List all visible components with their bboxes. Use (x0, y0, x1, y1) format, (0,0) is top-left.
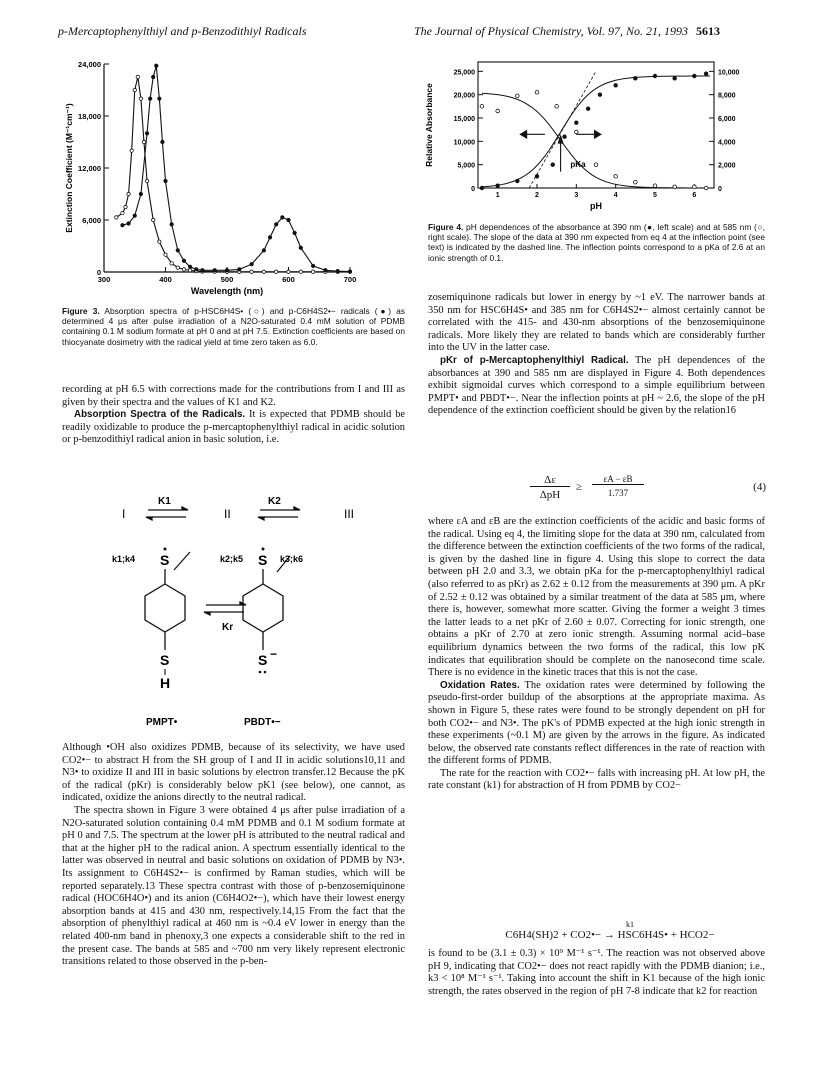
data-point (555, 105, 559, 109)
benzene-ring-right (243, 584, 283, 632)
paragraph: The rate for the reaction with CO2•− falls with increasing pH. At low pH, the rate constant (k1) for abstraction of H from PDMB by CO2− (428, 767, 765, 792)
data-point (262, 249, 265, 252)
data-point (182, 268, 185, 271)
equilibrium-arrow-K2 (258, 507, 300, 520)
figure-4-caption (428, 222, 765, 263)
data-point (133, 88, 136, 91)
data-point (201, 269, 204, 272)
data-point (275, 223, 278, 226)
y-tick-label-right: 0 (718, 186, 722, 193)
data-point (299, 246, 302, 249)
data-point (238, 268, 241, 271)
reaction-scheme (70, 490, 400, 740)
right-column-top (428, 292, 765, 418)
y-tick-label-right: 10,000 (718, 69, 740, 77)
x-tick-label: 5 (653, 192, 657, 199)
data-point (516, 94, 520, 98)
data-point (145, 132, 148, 135)
data-point (704, 72, 708, 76)
rate-label-k1k4: k1;k4 (112, 554, 136, 564)
reaction-equation (460, 920, 760, 941)
y-tick-label: 12,000 (78, 164, 101, 173)
eq-lhs-numerator: Δε (530, 474, 570, 487)
paragraph: recording at pH 6.5 with corrections made for the contributions from I and III as given by their spectra and the values of K1 and K2. (62, 384, 405, 408)
journal-citation: The Journal of Physical Chemistry, Vol. 97, No. 21, 1993 (414, 24, 688, 38)
y-tick-label-right: 6,000 (718, 116, 736, 123)
x-tick-label: 300 (97, 275, 111, 284)
radical-dot (164, 548, 167, 551)
y-tick-label-left: 0 (471, 186, 475, 193)
data-point (586, 107, 590, 111)
x-tick-label: 3 (574, 192, 579, 199)
eq-rhs-numerator: εA − εB (592, 474, 644, 485)
data-point (155, 64, 158, 67)
data-point (145, 179, 148, 182)
data-point (693, 74, 697, 78)
data-point (614, 175, 618, 179)
data-point (124, 205, 127, 208)
right-column-mid (428, 516, 765, 793)
data-point (496, 184, 500, 188)
data-point (250, 270, 253, 273)
equilibrium-arrow-K1 (146, 507, 188, 520)
data-point (634, 77, 638, 81)
data-point (287, 270, 290, 273)
data-point (311, 270, 314, 273)
data-point (176, 266, 179, 269)
data-point (634, 180, 638, 184)
data-point (693, 185, 697, 189)
x-axis-label: pH (590, 201, 602, 211)
data-point (158, 240, 161, 243)
data-point (121, 211, 124, 214)
data-point (127, 192, 130, 195)
data-point (170, 223, 173, 226)
data-point (311, 264, 314, 267)
x-tick-label: 700 (343, 275, 357, 284)
paragraph: zosemiquinone radicals but lower in energy by ~1 eV. The narrower bands at 350 nm for HSC6H4S• and 385 nm for C6H4S2•− almost certainly cannot be correlated with the 415- and 430-nm absorptions of the benzosemiquinone radicals. More likely they are related to bands which are considerably further into the UV in the latter case. (428, 292, 765, 354)
plot-frame (478, 62, 714, 188)
data-point (535, 175, 539, 179)
right-scale-arrowhead (594, 130, 602, 139)
data-point (158, 97, 161, 100)
data-point (299, 270, 302, 273)
rate-label-k2k5: k2;k5 (220, 554, 244, 564)
Kr-label: Kr (222, 622, 234, 633)
data-point (653, 74, 657, 78)
data-point (250, 263, 253, 266)
figure-3-label: Figure 3. (62, 306, 100, 316)
left-scale-arrowhead (519, 130, 527, 139)
paragraph: where εA and εB are the extinction coefficients of the acidic and basic forms of the radical. Using eq 4, the limiting slope for the data at 390 nm, calculated from the difference between the extinction coefficients of the two forms of the radical, is given by the dashed line in figure 4. Using this slope to correct the data between pH 2.0 and 3.3, we obtain pKa for the p-mercaptophenylthiyl radical (also referred to as pKr) as 2.62 ± 0.12 from the measurements at 390 μm. A pKr of 2.52 ± 0.12 was obtained by a similar treatment of the data at 585 μm, where there is, however, somewhat more scatter. Giving the former a weight 3 times the latter leads to a net pKr of 2.60 ± 0.07. Correcting for ionic strength, one obtains a pKr of 2.70 at zero ionic strength. Assuming normal acid–base equilibrium dynamics between the two forms of the radical, this low pK indicates that equilibration should be complete on the nanosecond time scale. There is no evidence in the kinetic traces that this is not the case. (428, 516, 765, 679)
eq-relation: ≥ (576, 481, 583, 493)
equation-4 (530, 474, 766, 510)
data-point (268, 236, 271, 239)
paragraph-text: It is expected that PDMB should be readily oxidizable to produce the p-mercaptophenylthiyl radical in acidic solution or p-benzodithiyl radical anion in basic solution, i.e. (62, 409, 406, 446)
x-tick-label: 600 (282, 275, 295, 284)
paragraph-text: The pH dependences of the absorbances at 390 and 585 nm are displayed in Figure 4. Both dependences exhibit sigmoidal curves which correspond to a simple equilibrium between PMPT• and PBDT•−. Near the inflection points at pH ~ 2.6, the slope of the pH dependence of the extinction coefficient should be given by the relation16 (428, 354, 765, 417)
y-tick-label: 18,000 (78, 112, 101, 121)
pka-label: pKa (570, 160, 586, 169)
running-header-left: p-Mercaptophenylthiyl and p-Benzodithiyl Radicals (58, 24, 307, 38)
data-point (293, 231, 296, 234)
fit-curve-585nm (482, 93, 710, 188)
section-heading: Absorption Spectra of the Radicals. (74, 409, 246, 421)
sulfur-atom-bottom: S (258, 652, 268, 668)
reaction-text: C6H4(SH)2 + CO2•− → HSC6H4S• + HCO2− (505, 929, 715, 941)
data-point (133, 214, 136, 217)
data-point (563, 135, 567, 139)
K1-label: K1 (158, 496, 171, 507)
page-number: 5613 (696, 24, 720, 38)
figure-4-caption-text: pH dependences of the absorbance at 390 nm (●, left scale) and at 585 nm (○, right scale). The slope of the data at 390 nm expected from eq 4 at the inflection point (see text) is indicated by the dashed line. The inflection points correspond to a pKa of 2.6 at an ionic strength of 0.1. (428, 222, 765, 263)
data-point (496, 109, 500, 113)
data-point (164, 253, 167, 256)
paragraph (428, 355, 765, 418)
equilibrium-arrow-Kr (204, 602, 246, 615)
data-point (115, 216, 118, 219)
rate-constant-label: k1 (626, 920, 634, 929)
data-point (594, 163, 598, 167)
x-tick-label: 1 (495, 192, 500, 199)
PMPT-label: PMPT• (146, 717, 178, 728)
rate-label-k3k6: k3;k6 (280, 554, 304, 564)
x-tick-label: 500 (220, 275, 234, 284)
left-column-bottom (62, 742, 405, 969)
data-point (535, 91, 539, 95)
y-axis-label: Relative Absorbance (424, 83, 434, 167)
data-point (225, 269, 228, 272)
running-header-right (414, 24, 720, 39)
data-point (614, 84, 618, 88)
figure-4-chart (420, 56, 770, 218)
left-column-top (62, 384, 405, 447)
species-I-label: I (122, 507, 126, 521)
y-tick-label-right: 8,000 (718, 92, 736, 100)
lone-pair-dot (264, 671, 267, 674)
y-tick-label: 24,000 (78, 60, 101, 69)
data-point (336, 269, 339, 272)
data-point (152, 75, 155, 78)
PBDT-label: PBDT•− (244, 717, 281, 728)
equation-number: (4) (753, 481, 766, 493)
data-point (188, 269, 191, 272)
paragraph: The spectra shown in Figure 3 were obtained 4 μs after pulse irradiation of a N2O-saturated solution containing 0.4 mM PDMB and 0.1 M sodium formate at pH 0 and 7.5. The spectrum at the lower pH is attributed to the neutral radical and that at the higher pH to the radical anion. A spectrum essentially identical to the latter was observed in neutral and basic solutions on oxidation of PDMB by N3•. Its assignment to C6H4S2•− is confirmed by Raman studies, which will be reported separately.13 These spectra contrast with those of p-benzosemiquinone radical (HOC6H4O•) and its anion (C6H4O2•−), which have their lowest energy absorption bands at 415 and 430 nm, respectively.14,15 From the fact that the absorption of phenylthiyl radical at 460 nm is ~0.4 eV lower in energy than the related 400-nm band in phenoxy,3 one expects a considerable shift to the red in the present case. The bands at 585 and ~700 nm very likely represent electronic transitions related to those observed in the p-ben- (62, 804, 405, 968)
data-point (152, 218, 155, 221)
data-point (653, 184, 657, 188)
data-point (127, 222, 130, 225)
data-point (704, 186, 708, 190)
lone-pair-dot (259, 671, 262, 674)
y-tick-label-left: 10,000 (453, 139, 475, 147)
data-point (262, 270, 265, 273)
y-tick-label: 0 (96, 268, 101, 277)
eq-rhs-denominator: 1.737 (607, 488, 629, 498)
right-column-bottom (428, 948, 765, 998)
data-point (348, 270, 351, 273)
data-point (480, 186, 484, 190)
abstraction-arrow (174, 552, 190, 570)
eq-lhs-denominator: ΔpH (539, 489, 561, 501)
y-tick-label-right: 4,000 (718, 139, 736, 147)
K2-label: K2 (268, 496, 281, 507)
figure-3-caption-text: Absorption spectra of p-HSC6H4S• (○) and p-C6H4S2•− radicals (●) as determined 4 μs after pulse irradiation of a N2O-saturated 0.4 mM solution of PDMB containing 0.1 M sodium formate at pH 0 and at pH 7.5. Extinction coefficients are based on thiocyanate dosimetry with the radical yield at time zero taken as 6.0. (62, 306, 405, 347)
data-point (136, 75, 139, 78)
section-heading: Oxidation Rates. (440, 679, 520, 691)
species-III-label: III (344, 507, 355, 521)
data-point (139, 192, 142, 195)
data-point (516, 179, 520, 183)
x-tick-label: 400 (159, 275, 172, 284)
series-line-0 (116, 77, 350, 272)
series-line-1 (122, 66, 350, 272)
data-point (673, 185, 677, 189)
x-tick-label: 4 (613, 192, 618, 199)
data-point (275, 270, 278, 273)
benzene-ring-left (145, 584, 185, 632)
data-point (142, 140, 145, 143)
y-tick-label-left: 20,000 (453, 92, 475, 100)
y-tick-label: 6,000 (82, 216, 101, 225)
y-tick-label-left: 15,000 (453, 116, 475, 123)
sulfur-atom-top: S (258, 552, 268, 568)
y-axis-label: Extinction Coefficient (M⁻¹cm⁻¹) (64, 103, 74, 233)
data-point (121, 224, 124, 227)
data-point (287, 218, 290, 221)
data-point (324, 269, 327, 272)
y-tick-label-right: 2,000 (718, 162, 736, 170)
data-point (195, 268, 198, 271)
data-point (182, 259, 185, 262)
data-point (673, 77, 677, 81)
data-point (480, 105, 484, 109)
data-point (575, 130, 579, 134)
section-heading: pKr of p-Mercaptophenylthiyl Radical. (440, 354, 629, 366)
data-point (164, 179, 167, 182)
paragraph (62, 409, 405, 447)
sulfur-atom-top: S (160, 552, 170, 568)
y-tick-label-left: 5,000 (457, 162, 475, 170)
data-point (176, 249, 179, 252)
data-point (575, 121, 579, 125)
figure-3-caption (62, 306, 405, 347)
data-point (551, 163, 555, 167)
x-tick-label: 2 (535, 192, 539, 199)
negative-charge: − (270, 647, 278, 661)
x-tick-label: 6 (692, 192, 697, 199)
hydrogen-atom: H (160, 675, 171, 691)
data-point (281, 216, 284, 219)
figure-3-chart (62, 56, 362, 304)
data-point (170, 262, 173, 265)
data-point (213, 269, 216, 272)
y-tick-label-left: 25,000 (453, 69, 475, 77)
data-point (139, 97, 142, 100)
paragraph: Although •OH also oxidizes PDMB, because of its selectivity, we have used CO2•− to abstract H from the SH group of I and II in acidic solutions10,11 and N3• to oxidize II and III in basic solutions by electron transfer.12 Because the pK of the radical (pKr) is considerably below pK1 (see below), one cannot, as indicated, oxidize the anions directly to the neutral radical. (62, 742, 405, 804)
data-point (598, 93, 602, 97)
data-point (148, 97, 151, 100)
data-point (130, 149, 133, 152)
species-II-label: II (224, 507, 231, 521)
data-point (188, 265, 191, 268)
paragraph-text: The oxidation rates were determined by following the pseudo-first-order buildup of the absorptions at the appropriate maxima. As shown in Figure 5, these rates were found to be strongly dependent on pH for both CO2•− and N3•. The pK's of PDMB expected at the high ionic strength in these experiments (~0.1 M) are given by the arrows in the figure. As indicated below, the observed rate constants reflect differences in the rate of reaction with the different forms of PDMB. (428, 679, 765, 767)
x-axis-label: Wavelength (nm) (190, 286, 264, 296)
radical-dot (262, 548, 265, 551)
figure-4-label: Figure 4. (428, 222, 464, 232)
paragraph: is found to be (3.1 ± 0.3) × 10⁹ M⁻¹ s⁻¹. The reaction was not observed above pH 9, indicating that CO2•− does not react rapidly with the PDMB dianion; i.e., k3 < 10⁸ M⁻¹ s⁻¹. Taking into account the shift in K1 because of the high ionic strength, the rates observed in the region of pH 7-8 indicate that k2 for reaction (428, 948, 765, 997)
paragraph (428, 680, 765, 768)
sulfur-atom-bottom: S (160, 652, 170, 668)
data-point (161, 140, 164, 143)
